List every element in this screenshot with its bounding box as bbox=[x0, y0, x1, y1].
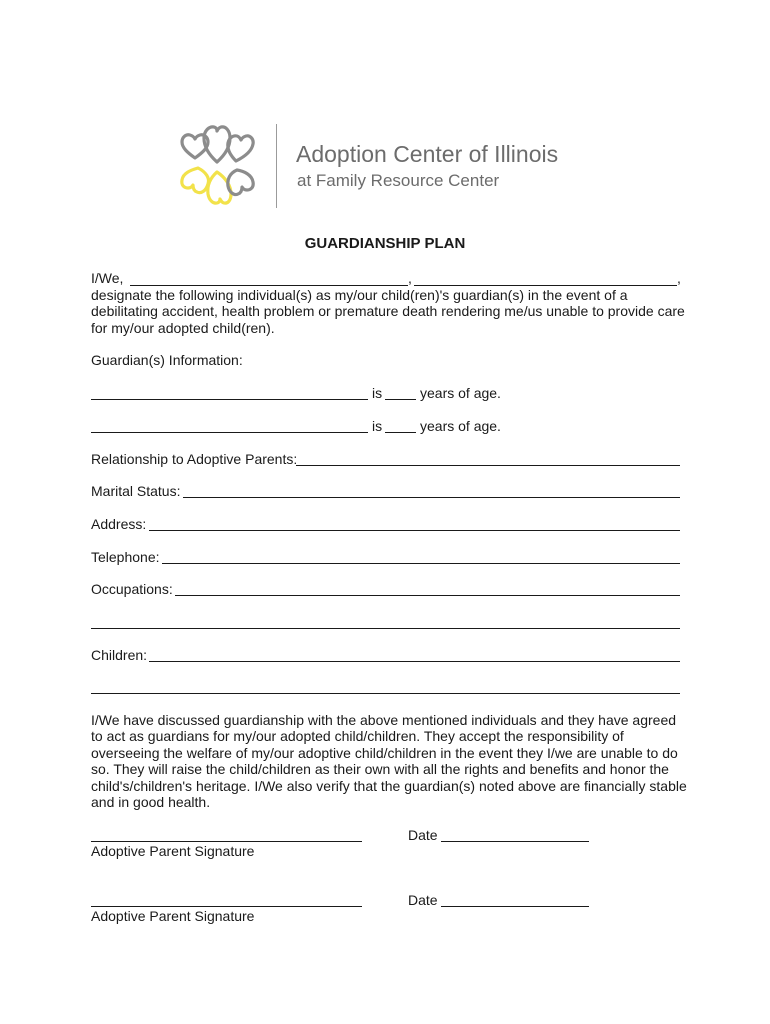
occupations-field[interactable] bbox=[175, 595, 680, 596]
intro-paragraph: designate the following individual(s) as my/our child(ren)'s guardian(s) in the event of a debilitating accident, health problem or premature death rendering me/us unable to provide care for my/our adopted child(ren). bbox=[91, 287, 685, 336]
guardian-2-is-label: is bbox=[372, 418, 383, 434]
org-subtitle: at Family Resource Center bbox=[297, 171, 500, 190]
logo-heart-top-right bbox=[228, 136, 253, 161]
guardian-2-age-field[interactable] bbox=[385, 432, 416, 433]
marital-status-field[interactable] bbox=[183, 497, 680, 498]
agreement-paragraph: I/We have discussed guardianship with the above mentioned individuals and they have agreed to act as guardians for my/our adopted child/children. They accept the responsibility of overseeing the welfare of my/our adoptive child/children in the event they I/we are unable to do so. They will raise the child/children as their own with all the rights and benefits and honor the child's/children's heritage. I/We also verify that the guardian(s) noted above are financially stable and in good health. bbox=[91, 712, 687, 811]
guardian-1-age-field[interactable] bbox=[385, 399, 416, 400]
logo-heart-bottom-right bbox=[228, 170, 253, 195]
guardian-1-is-label: is bbox=[372, 385, 383, 401]
children-field-line-2[interactable] bbox=[91, 693, 680, 694]
intro-comma-2: , bbox=[677, 270, 681, 286]
date-2-field[interactable] bbox=[441, 906, 589, 907]
guardian-1-name-field[interactable] bbox=[91, 399, 368, 400]
date-2-label: Date bbox=[408, 892, 438, 908]
header-divider bbox=[276, 124, 277, 208]
parent-name-2-field[interactable] bbox=[414, 285, 677, 286]
parent-name-1-field[interactable] bbox=[130, 285, 408, 286]
document-title: GUARDIANSHIP PLAN bbox=[304, 235, 466, 252]
relationship-field[interactable] bbox=[296, 465, 680, 466]
guardian-2-years-label: years of age. bbox=[420, 418, 501, 434]
intro-comma-1: , bbox=[408, 270, 412, 286]
telephone-field[interactable] bbox=[162, 563, 680, 564]
children-label: Children: bbox=[91, 647, 148, 663]
logo-heart-bottom-left bbox=[182, 168, 209, 193]
relationship-label: Relationship to Adoptive Parents: bbox=[91, 451, 298, 467]
signature-1-field[interactable] bbox=[91, 841, 362, 842]
intro-prefix: I/We, bbox=[91, 270, 124, 286]
signature-2-label: Adoptive Parent Signature bbox=[91, 908, 255, 924]
address-field[interactable] bbox=[149, 530, 680, 531]
signature-2-field[interactable] bbox=[91, 906, 362, 907]
date-1-field[interactable] bbox=[441, 841, 589, 842]
adoption-center-logo bbox=[174, 120, 274, 215]
guardian-1-years-label: years of age. bbox=[420, 385, 501, 401]
children-field[interactable] bbox=[149, 661, 680, 662]
occupations-field-line-2[interactable] bbox=[91, 628, 680, 629]
org-name: Adoption Center of Illinois bbox=[296, 141, 559, 167]
telephone-label: Telephone: bbox=[91, 549, 160, 565]
marital-status-label: Marital Status: bbox=[91, 483, 181, 499]
guardian-2-name-field[interactable] bbox=[91, 432, 368, 433]
date-1-label: Date bbox=[408, 827, 438, 843]
guardians-heading: Guardian(s) Information: bbox=[91, 352, 243, 368]
address-label: Address: bbox=[91, 516, 147, 532]
signature-1-label: Adoptive Parent Signature bbox=[91, 843, 255, 859]
occupations-label: Occupations: bbox=[91, 581, 173, 597]
